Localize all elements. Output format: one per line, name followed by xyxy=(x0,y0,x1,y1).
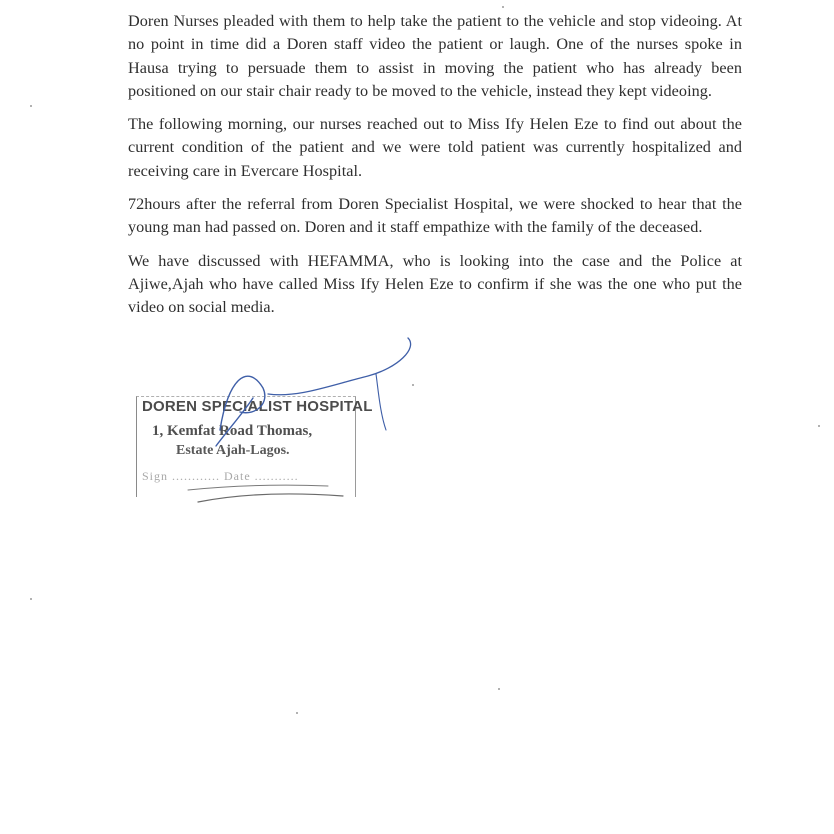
scan-speck xyxy=(30,598,32,600)
paragraph-nurses-pleaded: Doren Nurses pleaded with them to help take the patient to the vehicle and stop videoing. At no point in time did a Doren staff video the patient or laugh. One of the nurses spoke in Hausa trying to persuade them to assist in moving the patient who has already been positioned on our stair chair ready to be moved to the vehicle, instead they kept videoing. xyxy=(128,12,742,100)
stamp-sign-date-line: Sign ............ Date ........... xyxy=(142,469,299,483)
handwritten-signature xyxy=(128,368,428,518)
paragraph-following-morning: The following morning, our nurses reached out to Miss Ify Helen Eze to find out about the current condition of the patient and we were told patient was currently hospitalized and receiving care in Evercare Hospital. xyxy=(128,115,742,180)
scan-speck xyxy=(498,688,500,690)
stamp-address-line1: 1, Kemfat Road Thomas, xyxy=(152,423,313,439)
scan-speck xyxy=(296,712,298,714)
paragraph-72hours: 72hours after the referral from Doren Specialist Hospital, we were shocked to hear that the young man had passed on. Doren and it staff empathize with the family of the deceased. xyxy=(128,195,742,237)
scan-speck xyxy=(412,384,414,386)
hospital-stamp xyxy=(128,368,388,518)
stamp-hospital-name: DOREN SPECIALIST HOSPITAL xyxy=(142,398,373,415)
scan-speck xyxy=(502,6,504,8)
letter-body xyxy=(128,10,742,330)
scan-speck xyxy=(818,425,820,427)
scan-speck xyxy=(30,105,32,107)
paragraph-hefamma: We have discussed with HEFAMMA, who is looking into the case and the Police at Ajiwe,Ajah who have called Miss Ify Helen Eze to confirm if she was the one who put the video on social media. xyxy=(128,251,742,317)
stamp-address-line2: Estate Ajah-Lagos. xyxy=(176,443,290,458)
